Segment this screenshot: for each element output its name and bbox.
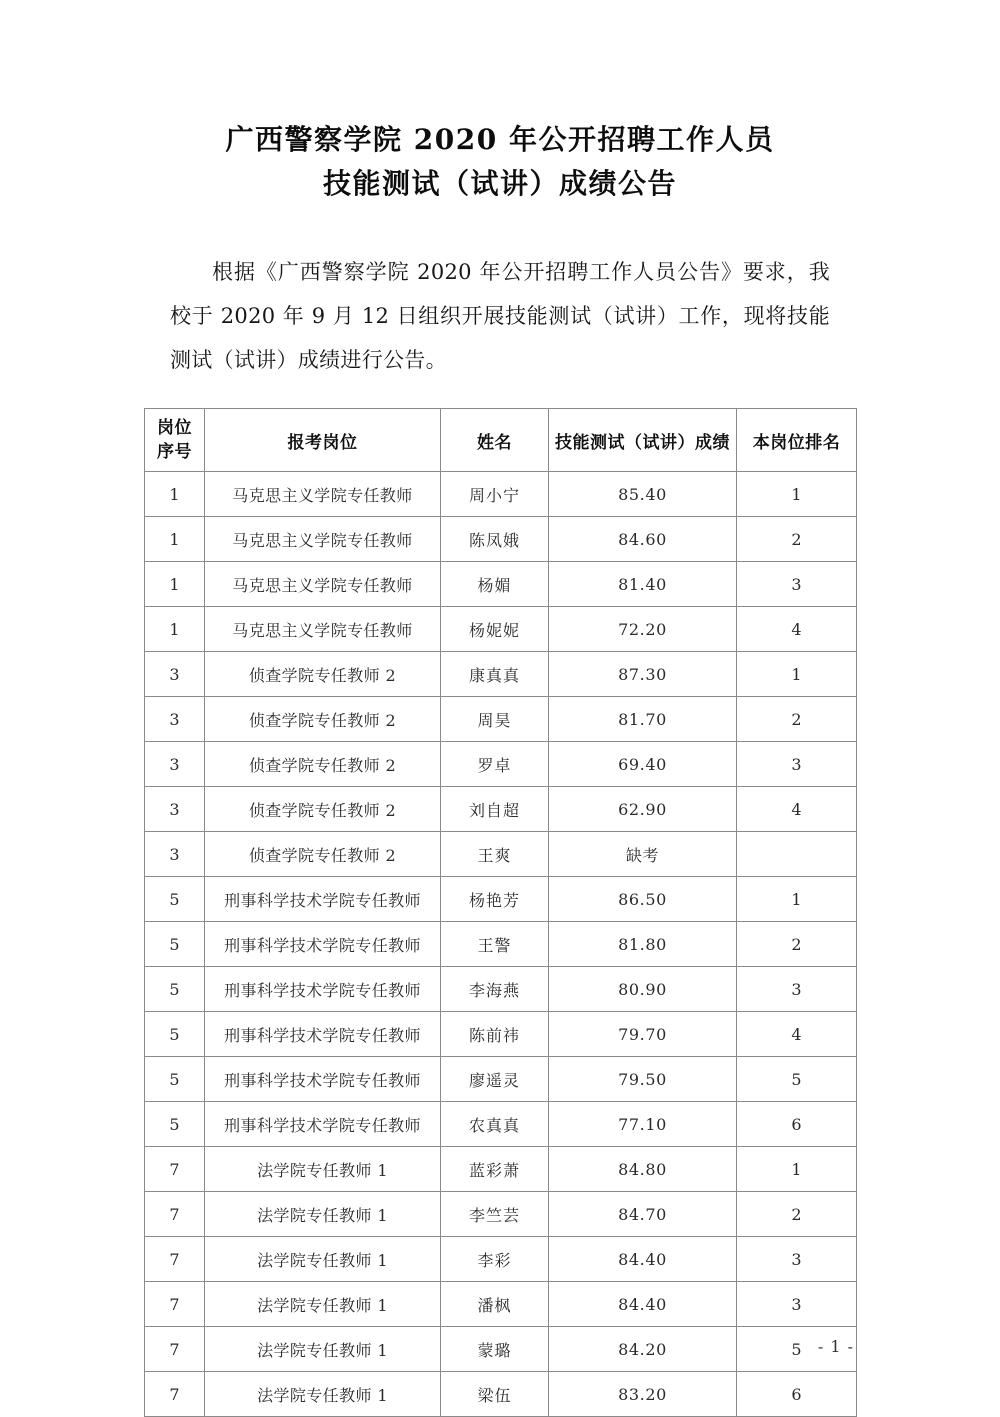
cell-skill-test-score: 81.40 <box>549 562 737 607</box>
cell-position-seq: 3 <box>145 787 205 832</box>
column-header-name: 姓名 <box>441 409 549 472</box>
cell-position-rank: 3 <box>737 562 857 607</box>
cell-candidate-name: 农真真 <box>441 1102 549 1147</box>
cell-position-name: 刑事科学技术学院专任教师 <box>205 877 441 922</box>
cell-skill-test-score: 79.50 <box>549 1057 737 1102</box>
cell-skill-test-score: 77.10 <box>549 1102 737 1147</box>
table-header-row <box>145 409 857 472</box>
cell-candidate-name: 刘自超 <box>441 787 549 832</box>
cell-candidate-name: 廖遥灵 <box>441 1057 549 1102</box>
cell-skill-test-score: 69.40 <box>549 742 737 787</box>
cell-position-rank: 4 <box>737 607 857 652</box>
cell-position-name: 法学院专任教师 1 <box>205 1192 441 1237</box>
table-body <box>145 472 857 1417</box>
table-row <box>145 1012 857 1057</box>
cell-position-seq: 5 <box>145 922 205 967</box>
cell-position-name: 侦查学院专任教师 2 <box>205 787 441 832</box>
cell-position-name: 法学院专任教师 1 <box>205 1237 441 1282</box>
cell-position-rank: 4 <box>737 1012 857 1057</box>
cell-skill-test-score: 84.40 <box>549 1237 737 1282</box>
table-row <box>145 877 857 922</box>
cell-position-name: 马克思主义学院专任教师 <box>205 517 441 562</box>
cell-position-rank: 1 <box>737 652 857 697</box>
cell-position-seq: 7 <box>145 1282 205 1327</box>
cell-skill-test-score: 85.40 <box>549 472 737 517</box>
cell-candidate-name: 蒙璐 <box>441 1327 549 1372</box>
cell-position-seq: 3 <box>145 652 205 697</box>
cell-skill-test-score: 84.60 <box>549 517 737 562</box>
cell-position-rank <box>737 832 857 877</box>
cell-skill-test-score: 缺考 <box>549 832 737 877</box>
table-row <box>145 832 857 877</box>
cell-position-name: 法学院专任教师 1 <box>205 1327 441 1372</box>
cell-position-rank: 6 <box>737 1372 857 1417</box>
column-header-seq <box>145 409 205 472</box>
cell-position-name: 侦查学院专任教师 2 <box>205 697 441 742</box>
cell-skill-test-score: 81.70 <box>549 697 737 742</box>
cell-position-name: 刑事科学技术学院专任教师 <box>205 1012 441 1057</box>
page-title-line-1: 广西警察学院 2020 年公开招聘工作人员 <box>225 123 775 156</box>
cell-candidate-name: 罗卓 <box>441 742 549 787</box>
table-row <box>145 517 857 562</box>
cell-position-name: 侦查学院专任教师 2 <box>205 832 441 877</box>
cell-skill-test-score: 62.90 <box>549 787 737 832</box>
cell-position-rank: 6 <box>737 1102 857 1147</box>
table-header <box>145 409 857 472</box>
column-header-rank: 本岗位排名 <box>737 409 857 472</box>
cell-candidate-name: 潘枫 <box>441 1282 549 1327</box>
cell-position-seq: 7 <box>145 1192 205 1237</box>
cell-skill-test-score: 79.70 <box>549 1012 737 1057</box>
column-header-seq-line2: 序号 <box>157 442 192 462</box>
table-row <box>145 1237 857 1282</box>
table-row <box>145 1057 857 1102</box>
cell-position-name: 侦查学院专任教师 2 <box>205 742 441 787</box>
cell-candidate-name: 陈前祎 <box>441 1012 549 1057</box>
cell-position-name: 马克思主义学院专任教师 <box>205 562 441 607</box>
cell-candidate-name: 蓝彩萧 <box>441 1147 549 1192</box>
table-row <box>145 1192 857 1237</box>
cell-position-rank: 3 <box>737 742 857 787</box>
cell-position-name: 马克思主义学院专任教师 <box>205 472 441 517</box>
cell-candidate-name: 杨媚 <box>441 562 549 607</box>
cell-position-name: 侦查学院专任教师 2 <box>205 652 441 697</box>
table-row <box>145 652 857 697</box>
cell-skill-test-score: 86.50 <box>549 877 737 922</box>
table-row <box>145 1282 857 1327</box>
cell-position-seq: 7 <box>145 1372 205 1417</box>
cell-skill-test-score: 84.70 <box>549 1192 737 1237</box>
cell-position-name: 法学院专任教师 1 <box>205 1372 441 1417</box>
cell-candidate-name: 李彩 <box>441 1237 549 1282</box>
cell-skill-test-score: 80.90 <box>549 967 737 1012</box>
cell-candidate-name: 王警 <box>441 922 549 967</box>
cell-candidate-name: 康真真 <box>441 652 549 697</box>
table-row <box>145 1147 857 1192</box>
cell-candidate-name: 梁伍 <box>441 1372 549 1417</box>
cell-position-name: 刑事科学技术学院专任教师 <box>205 922 441 967</box>
cell-position-seq: 1 <box>145 517 205 562</box>
cell-position-seq: 1 <box>145 472 205 517</box>
table-row <box>145 742 857 787</box>
column-header-post: 报考岗位 <box>205 409 441 472</box>
table-row <box>145 1372 857 1417</box>
cell-position-rank: 3 <box>737 1282 857 1327</box>
cell-position-rank: 1 <box>737 1147 857 1192</box>
column-header-seq-line1: 岗位 <box>157 418 192 438</box>
table-row <box>145 967 857 1012</box>
document-title-block <box>0 0 1000 206</box>
cell-skill-test-score: 84.80 <box>549 1147 737 1192</box>
cell-position-rank: 2 <box>737 922 857 967</box>
cell-candidate-name: 陈凤娥 <box>441 517 549 562</box>
cell-skill-test-score: 84.20 <box>549 1327 737 1372</box>
cell-position-rank: 5 <box>737 1327 857 1372</box>
table-row <box>145 562 857 607</box>
column-header-score: 技能测试（试讲）成绩 <box>549 409 737 472</box>
cell-position-seq: 3 <box>145 742 205 787</box>
cell-position-rank: 3 <box>737 967 857 1012</box>
cell-position-seq: 7 <box>145 1237 205 1282</box>
cell-position-seq: 5 <box>145 1102 205 1147</box>
cell-candidate-name: 周小宁 <box>441 472 549 517</box>
cell-position-name: 刑事科学技术学院专任教师 <box>205 1102 441 1147</box>
cell-skill-test-score: 83.20 <box>549 1372 737 1417</box>
cell-position-seq: 1 <box>145 607 205 652</box>
cell-position-name: 法学院专任教师 1 <box>205 1282 441 1327</box>
page-title-line-2: 技能测试（试讲）成绩公告 <box>322 167 677 200</box>
cell-position-rank: 1 <box>737 877 857 922</box>
cell-position-rank: 4 <box>737 787 857 832</box>
cell-position-seq: 5 <box>145 877 205 922</box>
table-row <box>145 607 857 652</box>
cell-position-rank: 2 <box>737 517 857 562</box>
cell-position-name: 刑事科学技术学院专任教师 <box>205 1057 441 1102</box>
cell-position-name: 法学院专任教师 1 <box>205 1147 441 1192</box>
table-row <box>145 1102 857 1147</box>
cell-position-seq: 3 <box>145 832 205 877</box>
cell-position-seq: 7 <box>145 1327 205 1372</box>
cell-position-rank: 2 <box>737 1192 857 1237</box>
cell-candidate-name: 杨妮妮 <box>441 607 549 652</box>
grades-table-container <box>144 408 856 1417</box>
cell-candidate-name: 周昊 <box>441 697 549 742</box>
table-row <box>145 922 857 967</box>
cell-position-rank: 2 <box>737 697 857 742</box>
cell-skill-test-score: 84.40 <box>549 1282 737 1327</box>
cell-skill-test-score: 81.80 <box>549 922 737 967</box>
cell-position-seq: 3 <box>145 697 205 742</box>
cell-candidate-name: 李竺芸 <box>441 1192 549 1237</box>
cell-position-rank: 1 <box>737 472 857 517</box>
cell-candidate-name: 杨艳芳 <box>441 877 549 922</box>
page-number-footer: - 1 - <box>817 1337 854 1356</box>
table-row <box>145 697 857 742</box>
cell-skill-test-score: 87.30 <box>549 652 737 697</box>
grades-table <box>144 408 857 1417</box>
cell-position-seq: 7 <box>145 1147 205 1192</box>
cell-position-name: 马克思主义学院专任教师 <box>205 607 441 652</box>
cell-position-seq: 1 <box>145 562 205 607</box>
cell-candidate-name: 王爽 <box>441 832 549 877</box>
cell-skill-test-score: 72.20 <box>549 607 737 652</box>
cell-position-rank: 3 <box>737 1237 857 1282</box>
table-row <box>145 787 857 832</box>
cell-position-seq: 5 <box>145 1012 205 1057</box>
cell-position-name: 刑事科学技术学院专任教师 <box>205 967 441 1012</box>
cell-position-seq: 5 <box>145 1057 205 1102</box>
cell-position-seq: 5 <box>145 967 205 1012</box>
cell-position-rank: 5 <box>737 1057 857 1102</box>
body-paragraph: 根据《广西警察学院 2020 年公开招聘工作人员公告》要求，我校于 2020 年 9 月 12 日组织开展技能测试（试讲）工作，现将技能测试（试讲）成绩进行公告。 <box>170 260 830 372</box>
table-row <box>145 472 857 517</box>
cell-candidate-name: 李海燕 <box>441 967 549 1012</box>
